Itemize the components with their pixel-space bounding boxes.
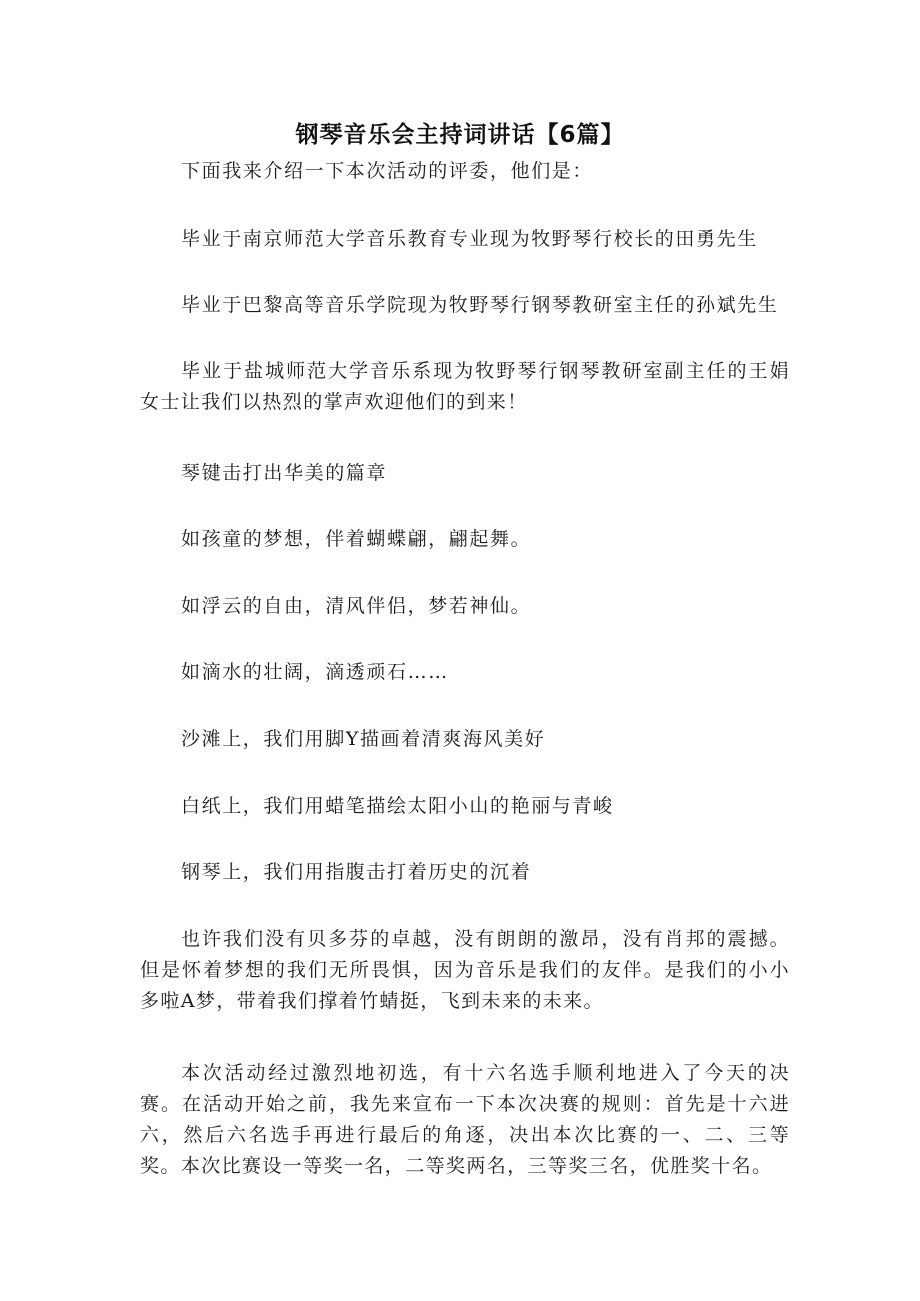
poem-line-4: 如滴水的壮阔，滴透顽石…… [181,661,449,683]
judge-paragraph-3: 毕业于盐城师范大学音乐系现为牧野琴行钢琴教研室副主任的王娟女士让我们以热烈的掌声欢迎他们的到来！ [140,360,790,413]
judge-line-1: 毕业于南京师范大学音乐教育专业现为牧野琴行校长的田勇先生 [181,228,758,250]
poem-line-3: 如浮云的自由，清风伴侣，梦若神仙。 [181,595,532,617]
poem-line-6: 白纸上，我们用蜡笔描绘太阳小山的艳丽与青峻 [181,795,614,817]
poem-line-5: 沙滩上，我们用脚Y描画着清爽海风美好 [181,728,546,750]
poem-line-7: 钢琴上，我们用指腹击打着历史的沉着 [181,861,532,883]
poem-line-1: 琴键击打出华美的篇章 [181,462,388,484]
intro-line: 下面我来介绍一下本次活动的评委，他们是： [181,160,594,182]
poem-line-2: 如孩童的梦想，伴着蝴蝶翩，翩起舞。 [181,528,532,550]
rules-paragraph: 本次活动经过激烈地初选，有十六名选手顺利地进入了今天的决赛。在活动开始之前，我先来宣布一下本次决赛的规则：首先是十六进六，然后六名选手再进行最后的角逐，决出本次比赛的一、二、三等奖。本次比赛设一等奖一名，二等奖两名，三等奖三名，优胜奖十名。 [140,1062,790,1177]
judge-line-2: 毕业于巴黎高等音乐学院现为牧野琴行钢琴教研室主任的孙斌先生 [181,294,779,316]
document-title: 钢琴音乐会主持词讲话【6篇】 [295,122,625,148]
dream-paragraph: 也许我们没有贝多芬的卓越，没有朗朗的激昂，没有肖邦的震撼。但是怀着梦想的我们无所畏惧，因为音乐是我们的友伴。是我们的小小多啦A梦，带着我们撑着竹蜻挺，飞到未来的未来。 [140,928,790,1012]
